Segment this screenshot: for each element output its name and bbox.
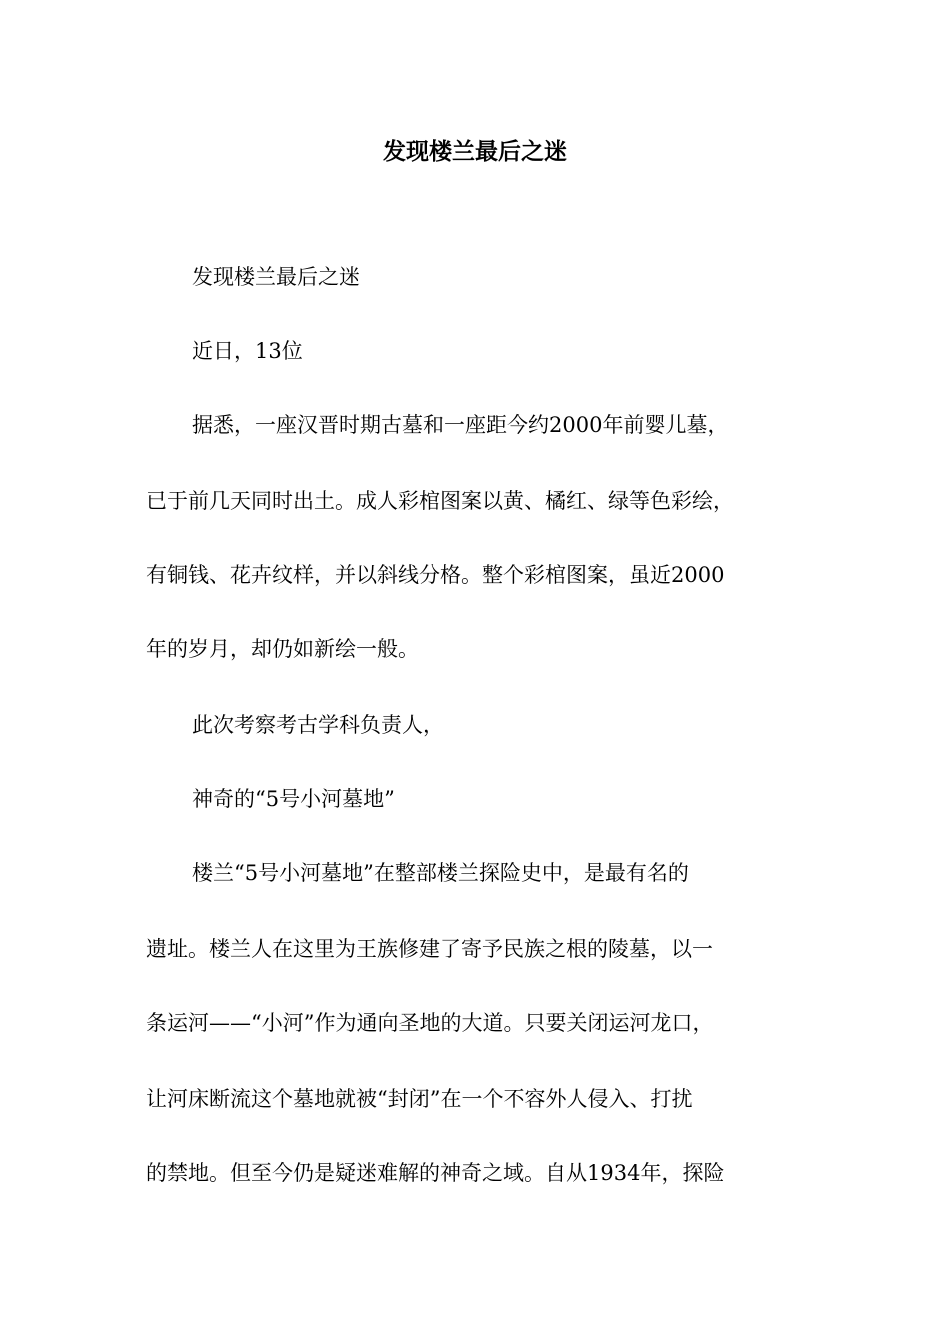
- paragraph-line: 遗址。楼兰人在这里为王族修建了寄予民族之根的陵墓，以一: [146, 937, 713, 961]
- paragraph-line: 已于前几天同时出土。成人彩棺图案以黄、橘红、绿等色彩绘，: [146, 489, 734, 513]
- paragraph-line: 据悉，一座汉晋时期古墓和一座距今约2000年前婴儿墓，: [192, 413, 729, 437]
- paragraph-line: 此次考察考古学科负责人，: [192, 713, 444, 737]
- paragraph-line: 楼兰“5号小河墓地”在整部楼兰探险史中，是最有名的: [192, 861, 689, 885]
- paragraph-line: 条运河——“小河”作为通向圣地的大道。只要关闭运河龙口，: [146, 1011, 714, 1035]
- paragraph-heading: 发现楼兰最后之迷: [192, 265, 360, 289]
- paragraph-line: 有铜钱、花卉纹样，并以斜线分格。整个彩棺图案，虽近2000: [146, 563, 725, 587]
- paragraph-line: 近日，13位: [192, 339, 303, 363]
- section-heading: 神奇的“5号小河墓地”: [192, 787, 395, 811]
- paragraph-line: 的禁地。但至今仍是疑迷难解的神奇之域。自从1934年，探险: [146, 1161, 725, 1185]
- paragraph-line: 让河床断流这个墓地就被“封闭”在一个不容外人侵入、打扰: [146, 1087, 693, 1111]
- paragraph-line: 年的岁月，却仍如新绘一般。: [146, 637, 419, 661]
- document-title: 发现楼兰最后之迷: [383, 138, 567, 165]
